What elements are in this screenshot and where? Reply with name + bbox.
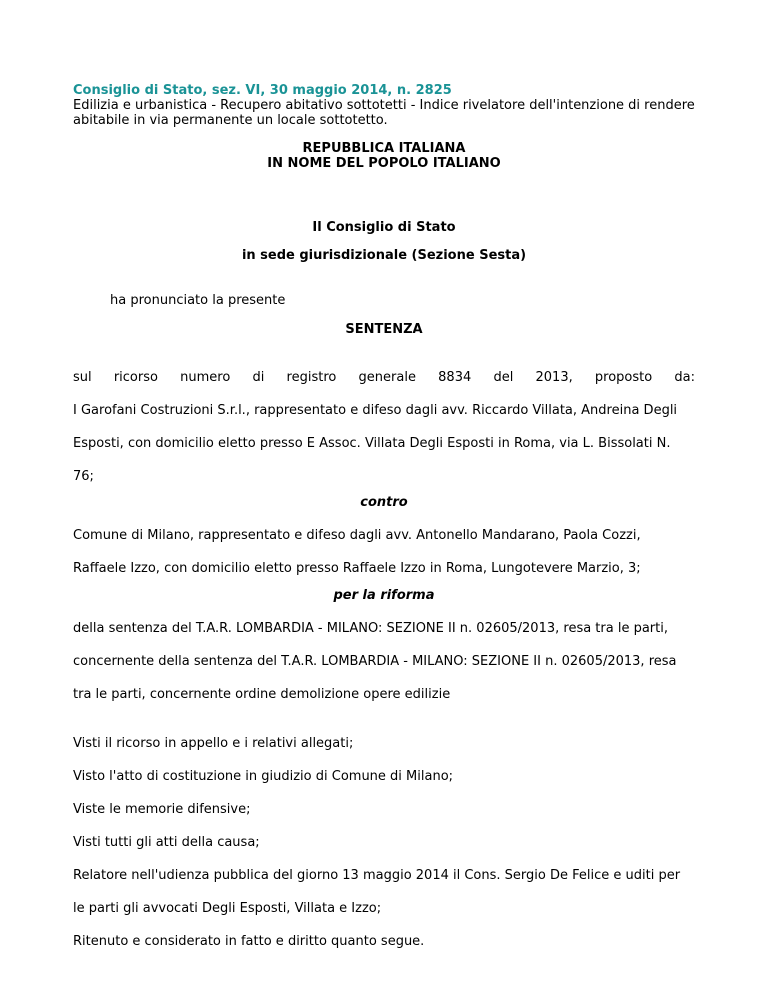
- heading-repubblica: REPUBBLICA ITALIANA: [302, 141, 466, 156]
- ricorso-word: proposto: [594, 370, 653, 385]
- ricorso-word: da:: [674, 370, 695, 385]
- ricorso-word: del: [493, 370, 514, 385]
- visti-item: Visti tutti gli atti della causa;: [73, 835, 260, 850]
- heading-sentenza: SENTENZA: [345, 322, 423, 337]
- ricorso-word: numero: [180, 370, 231, 385]
- riforma-line-2: concernente della sentenza del T.A.R. LOMBARDIA - MILANO: SEZIONE II n. 02605/2013, resa: [73, 654, 677, 669]
- ricorso-line-2: I Garofani Costruzioni S.r.l., rappresentato e difeso dagli avv. Riccardo Villata, Andreina Degli: [73, 403, 678, 418]
- visti-item: Visto l'atto di costituzione in giudizio di Comune di Milano;: [73, 769, 454, 784]
- ricorso-line-3: Esposti, con domicilio eletto presso E Assoc. Villata Degli Esposti in Roma, via L. Bissolati N.: [73, 436, 671, 451]
- ricorso-word: registro: [286, 370, 337, 385]
- ricorso-word: ricorso: [113, 370, 158, 385]
- ricorso-word: generale: [358, 370, 416, 385]
- intro-text: ha pronunciato la presente: [110, 293, 286, 308]
- heading-court: Il Consiglio di Stato: [312, 220, 456, 235]
- heading-section: in sede giurisdizionale (Sezione Sesta): [241, 248, 527, 263]
- ricorso-word: 8834: [438, 370, 472, 385]
- ricorso-word: sul: [73, 370, 92, 385]
- contro-line-2: Raffaele Izzo, con domicilio eletto presso Raffaele Izzo in Roma, Lungotevere Marzio, 3;: [73, 561, 641, 576]
- visti-item: Visti il ricorso in appello e i relativi allegati;: [73, 736, 354, 751]
- ricorso-word: 2013,: [535, 370, 573, 385]
- document-title: Consiglio di Stato, sez. VI, 30 maggio 2014, n. 2825: [73, 83, 452, 98]
- ricorso-line-4: 76;: [73, 469, 94, 484]
- relatore-line-2: le parti gli avvocati Degli Esposti, Villata e Izzo;: [73, 901, 382, 916]
- ricorso-word: di: [252, 370, 265, 385]
- contro-line-1: Comune di Milano, rappresentato e difeso dagli avv. Antonello Mandarano, Paola Cozzi,: [73, 528, 641, 543]
- riforma-line-3: tra le parti, concernente ordine demolizione opere edilizie: [73, 687, 451, 702]
- ricorso-line-1: [73, 370, 695, 385]
- document-subtitle: Edilizia e urbanistica - Recupero abitativo sottotetti - Indice rivelatore dell'intenzione di rendere abitabile in via permanente un locale sottotetto.: [73, 98, 695, 128]
- heading-contro: contro: [360, 495, 408, 510]
- heading-per-la-riforma: per la riforma: [333, 588, 435, 603]
- visti-item: Viste le memorie difensive;: [73, 802, 251, 817]
- ritenuto-line: Ritenuto e considerato in fatto e diritto quanto segue.: [73, 934, 425, 949]
- heading-popolo: IN NOME DEL POPOLO ITALIANO: [267, 156, 501, 171]
- riforma-line-1: della sentenza del T.A.R. LOMBARDIA - MILANO: SEZIONE II n. 02605/2013, resa tra le parti,: [73, 621, 668, 636]
- relatore-line-1: Relatore nell'udienza pubblica del giorno 13 maggio 2014 il Cons. Sergio De Felice e uditi per: [73, 868, 681, 883]
